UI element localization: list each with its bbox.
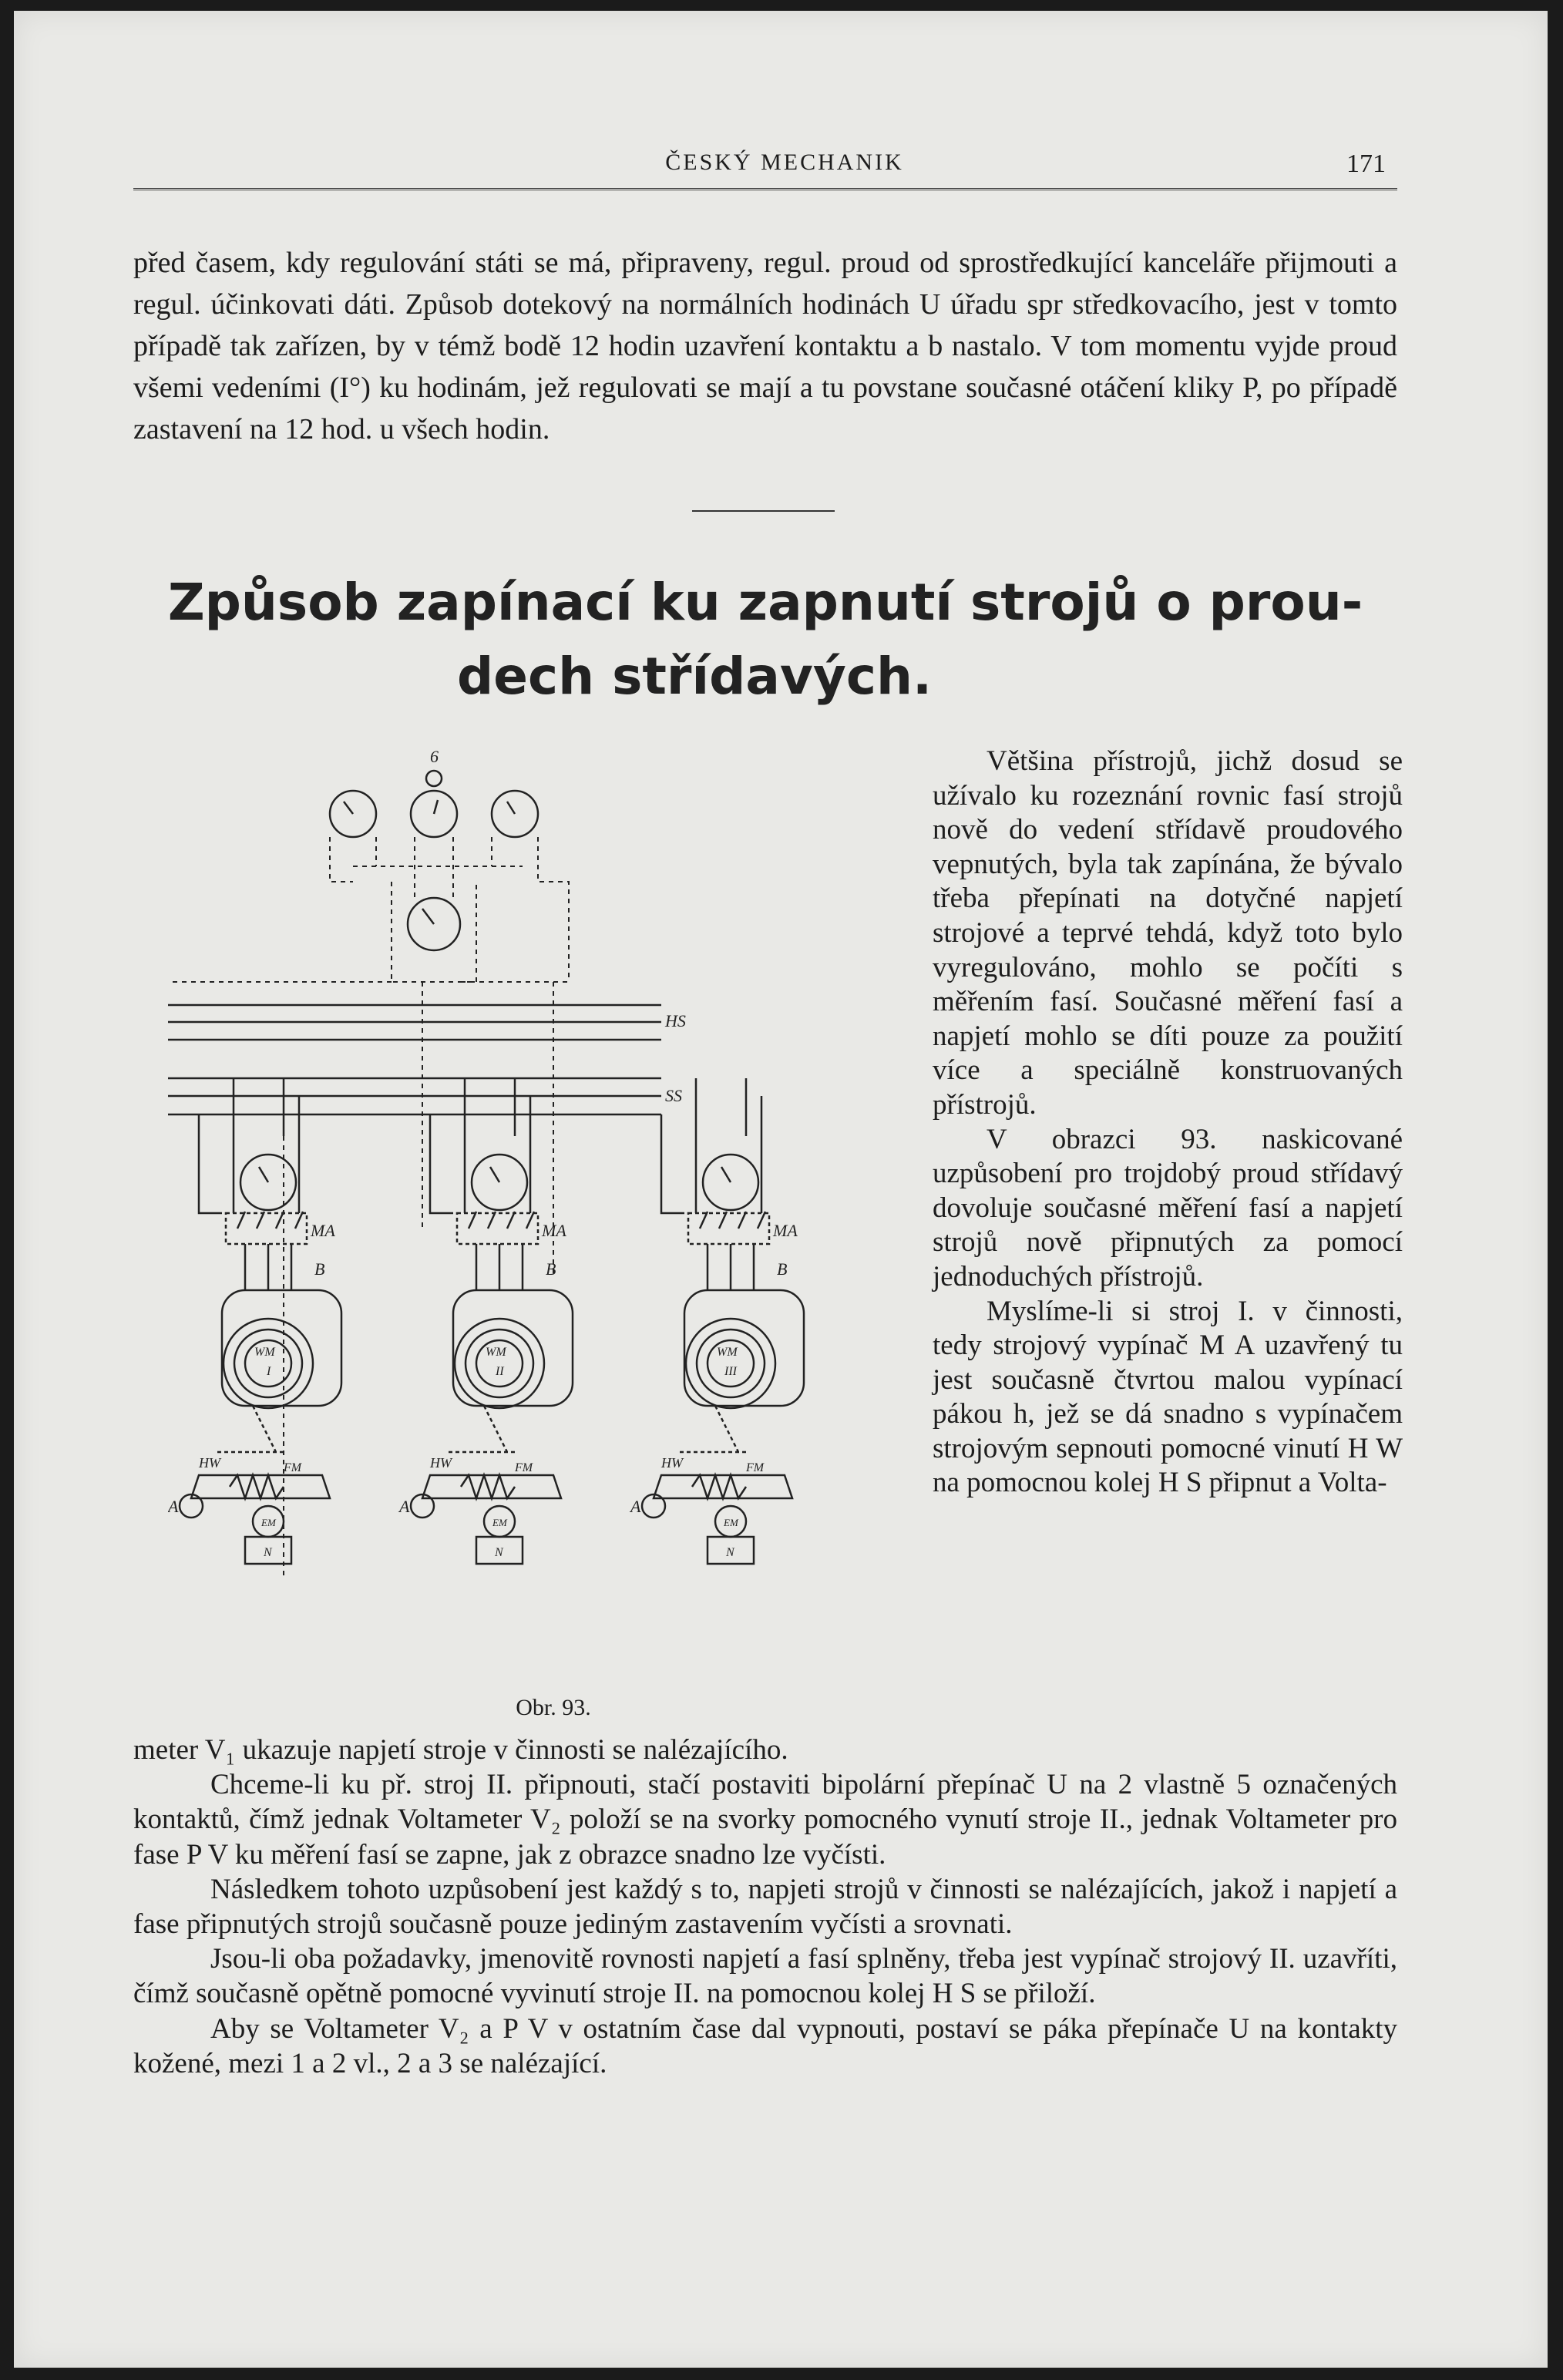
label-wm-1-num: I	[267, 1365, 271, 1378]
label-hw-3: HW	[661, 1455, 683, 1471]
label-wm-2: WM	[486, 1346, 506, 1359]
full-paragraph-1: meter V₁ ukazuje napjetí stroje v činnosti se nalézajícího.	[133, 1734, 788, 1766]
label-top: 6	[430, 747, 439, 766]
label-em-2: EM	[492, 1517, 507, 1528]
label-b-1: B	[314, 1259, 325, 1279]
label-n-3: N	[726, 1546, 734, 1559]
label-ma-3: MA	[773, 1221, 798, 1240]
full-paragraph-3: Následkem tohoto uzpůsobení jest každý s to, napjeti strojů v činnosti se nalézajících, jakož i napjetí a fase připnutých strojů současně pouze jediným zastavením vyčísti a srovnati.	[133, 1873, 1397, 1941]
journal-title: ČESKÝ MECHANIK	[665, 150, 904, 175]
full-paragraph-4: Jsou-li oba požadavky, jmenovitě rovnosti napjetí a fasí splněny, třeba jest vypínač strojový II. uzavříti, čímž současně opětně pomocné vyvinutí stroje II. na pomocnou kolej H S se přiloží.	[133, 1943, 1397, 2010]
label-b-2: B	[546, 1259, 556, 1279]
machine-1-armature-icon	[224, 1319, 313, 1408]
circuit-diagram	[168, 735, 892, 1691]
article-title-line2: dech střídavých.	[457, 647, 933, 706]
label-b-3: B	[777, 1259, 788, 1279]
label-a-1: A	[168, 1497, 179, 1516]
label-fm-1: FM	[284, 1461, 302, 1474]
full-paragraph-2: Chceme-li ku př. stroj II. připnouti, stačí postaviti bipolární přepínač U na 2 vlastně 5 označených kontaktů, čímž jednak Voltameter V₂ položí se na svorky pomocného vynutí stroje II., jednak Voltameter pro fase P V ku měření fasí se zapne, jak z obrazce snadno lze vyčísti.	[133, 1769, 1397, 1871]
label-a-3: A	[630, 1497, 641, 1516]
label-wm-2-num: II	[496, 1365, 504, 1378]
label-hw-2: HW	[430, 1455, 452, 1471]
column-paragraph-1: Většina přístrojů, jichž dosud se užívalo ku rozeznání rovnic fasí strojů nově do vedení střídavě proudového vepnutých, byla tak zapínána, že bývalo třeba přepínati na dotyčné napjetí strojové a teprvé tehdá, když toto bylo vyregulováno, mohlo se počíti s měřením fasí. Současné měření fasí a napjetí mohlo se díti pouze za použití více a speciálně konstruovaných přístrojů.	[933, 745, 1403, 1121]
machine-unit-1	[180, 1078, 341, 1564]
machine-3-armature-icon	[686, 1319, 775, 1408]
machine-2-armature-icon	[455, 1319, 544, 1408]
column-paragraph-2: V obrazci 93. naskicované uzpůsobení pro trojdobý proud střídavý dovoluje současné měření fasí a napjetí strojů nově připnutých za pomocí jednoduchých přístrojů.	[933, 1123, 1403, 1293]
label-ss: SS	[665, 1086, 682, 1105]
label-wm-3-num: III	[724, 1365, 737, 1378]
page	[14, 11, 1548, 2368]
header-rule	[133, 188, 1397, 190]
label-em-1: EM	[261, 1517, 276, 1528]
figure-caption: Obr. 93.	[516, 1695, 591, 1720]
column-paragraph-3: Myslíme-li si stroj I. v činnosti, tedy strojový vypínač M A uzavřený tu jest současně čtvrtou malou vypínací pákou h, jež se dá snadno s vypínačem strojovým sepnouti pomocné vinutí H W na pomocnou kolej H S připnut a Volta-	[933, 1295, 1403, 1499]
label-fm-2: FM	[515, 1461, 533, 1474]
section-divider	[692, 510, 835, 512]
machine-unit-3	[642, 1078, 804, 1564]
top-terminal	[426, 771, 442, 786]
label-hw-1: HW	[199, 1455, 220, 1471]
label-wm-1: WM	[254, 1346, 275, 1359]
article-title	[133, 566, 1397, 714]
column-text	[933, 745, 1403, 1501]
label-n-1: N	[264, 1546, 272, 1559]
full-width-text	[133, 1733, 1397, 2081]
intro-paragraph: před časem, kdy regulování státi se má, připraveny, regul. proud od sprostředkující kanceláře přijmouti a regul. účinkovati dáti. Způsob dotekový na normálních hodinách U úřadu spr středkovacího, jest v tomto případě tak zařízen, by v témž bodě 12 hodin uzavření kontaktu a b nastalo. V tom momentu vyjde proud všemi vedeními (I°) ku hodinám, jež regulovati se mají a tu povstane současné otáčení kliky P, po případě zastavení na 12 hod. u všech hodin.	[133, 247, 1397, 445]
circuit-diagram-figure	[168, 735, 892, 1691]
label-em-3: EM	[724, 1517, 738, 1528]
full-paragraph-5: Aby se Voltameter V₂ a P V v ostatním čase dal vypnouti, postaví se páka přepínače U na kontakty kožené, mezi 1 a 2 vl., 2 a 3 se nalézající.	[133, 2012, 1397, 2079]
label-ma-2: MA	[542, 1221, 566, 1240]
label-hs: HS	[665, 1011, 686, 1030]
label-a-2: A	[399, 1497, 410, 1516]
label-ma-1: MA	[311, 1221, 335, 1240]
label-fm-3: FM	[746, 1461, 765, 1474]
page-number: 171	[1346, 150, 1386, 178]
label-wm-3: WM	[717, 1346, 738, 1359]
machine-unit-2	[411, 1078, 573, 1564]
label-n-2: N	[495, 1546, 503, 1559]
article-title-line1: Způsob zapínací ku zapnutí strojů o prou-	[167, 573, 1363, 632]
